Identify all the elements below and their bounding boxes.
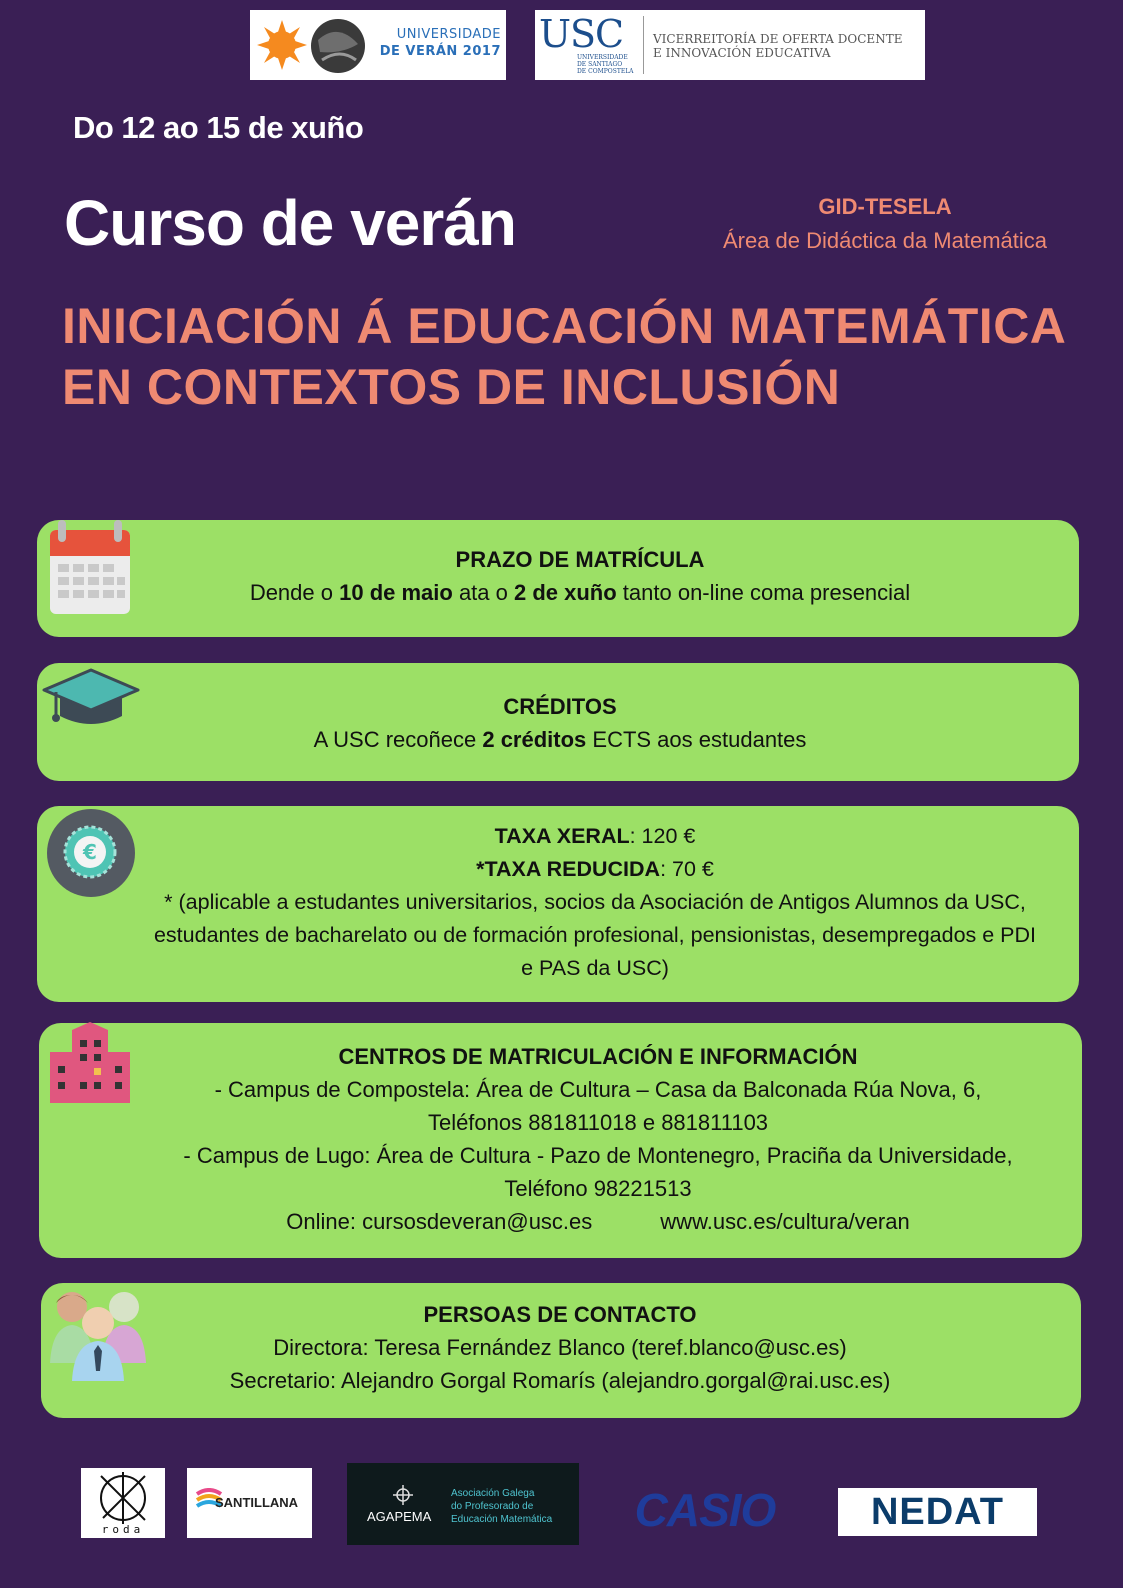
contacts-heading: PERSOAS DE CONTACTO [423,1302,697,1327]
general-fee: TAXA XERAL: 120 € [494,824,696,848]
course-label: Curso de verán [64,187,516,259]
divider [643,16,644,74]
fees-text [37,820,1123,985]
enrollment-period: Dende o 10 de maio ata o 2 de xuño tanto on-line coma presencial [249,580,911,605]
agapema-logo: AGAPEMA Asociación Galega do Profesorado de Educación Matemática [347,1463,579,1545]
organizer-area: Área de Didáctica da Matemática [722,228,1048,253]
fee-note-2: estudantes de bacharelato ou de formación profesional, pensionistas, desempregados e PDI [153,923,1037,947]
course-dates: Do 12 ao 15 de xuño [73,110,364,145]
centers-line-4: Teléfono 98221513 [504,1176,692,1201]
compass-icon [393,1485,413,1505]
santillana-logo: SANTILLANA [187,1468,312,1538]
vicerreitoria-label: VICERREITORÍA DE OFERTA DOCENTE E INNOVACIÓN EDUCATIVA [653,32,903,60]
universidade-veran-text: UNIVERSIDADE DE VERÁN 2017 [379,27,501,59]
universidade-veran-logo [250,10,506,80]
centers-heading: CENTROS DE MATRICULACIÓN E INFORMACIÓN [338,1044,858,1069]
fee-note-1: * (aplicable a estudantes universitarios, socios da Asociación de Antigos Alumnos da USC, [164,890,1026,914]
usc-logo [535,10,925,80]
nedat-logo: NEDAT [838,1488,1037,1536]
centers-online [115,1205,1081,1238]
organizer-group: GID-TESELA [818,194,952,219]
online-email[interactable]: Online: cursosdeveran@usc.es [286,1209,593,1234]
credits-text [40,690,1080,756]
website-link[interactable]: www.usc.es/cultura/veran [660,1209,910,1234]
director-contact: Directora: Teresa Fernández Blanco (teref.blanco@usc.es) [273,1335,847,1360]
course-title: INICIACIÓN Á EDUCACIÓN MATEMÁTICA EN CONTEXTOS DE INCLUSIÓN [62,298,1067,415]
centers-line-1: - Campus de Compostela: Área de Cultura – Casa da Balconada Rúa Nova, 6, [214,1077,982,1102]
contacts-text [40,1298,1080,1397]
enrollment-heading: PRAZO DE MATRÍCULA [455,547,705,572]
organizer [690,190,1080,258]
fee-note-3: e PAS da USC) [521,956,669,980]
casio-logo: CASIO [634,1484,776,1536]
credits-detail: A USC recoñece 2 créditos ECTS aos estudantes [313,727,807,752]
centers-line-2: Teléfonos 881811018 e 881811103 [427,1110,769,1135]
roda-logo: roda [81,1468,165,1538]
secretary-contact: Secretario: Alejandro Gorgal Romarís (alejandro.gorgal@rai.usc.es) [229,1368,891,1393]
enrollment-text [40,543,1120,609]
reduced-fee: *TAXA REDUCIDA: 70 € [476,857,714,881]
centers-text [115,1040,1081,1238]
centers-line-3: - Campus de Lugo: Área de Cultura - Pazo de Montenegro, Praciña da Universidade, [183,1143,1013,1168]
usc-mark: USC UNIVERSIDADE DE SANTIAGO DE COMPOSTELA [535,10,643,80]
roda-mark-icon [81,1468,165,1524]
svg-text:€: € [83,840,97,864]
credits-heading: CRÉDITOS [503,694,617,719]
sun-icon [250,10,370,80]
